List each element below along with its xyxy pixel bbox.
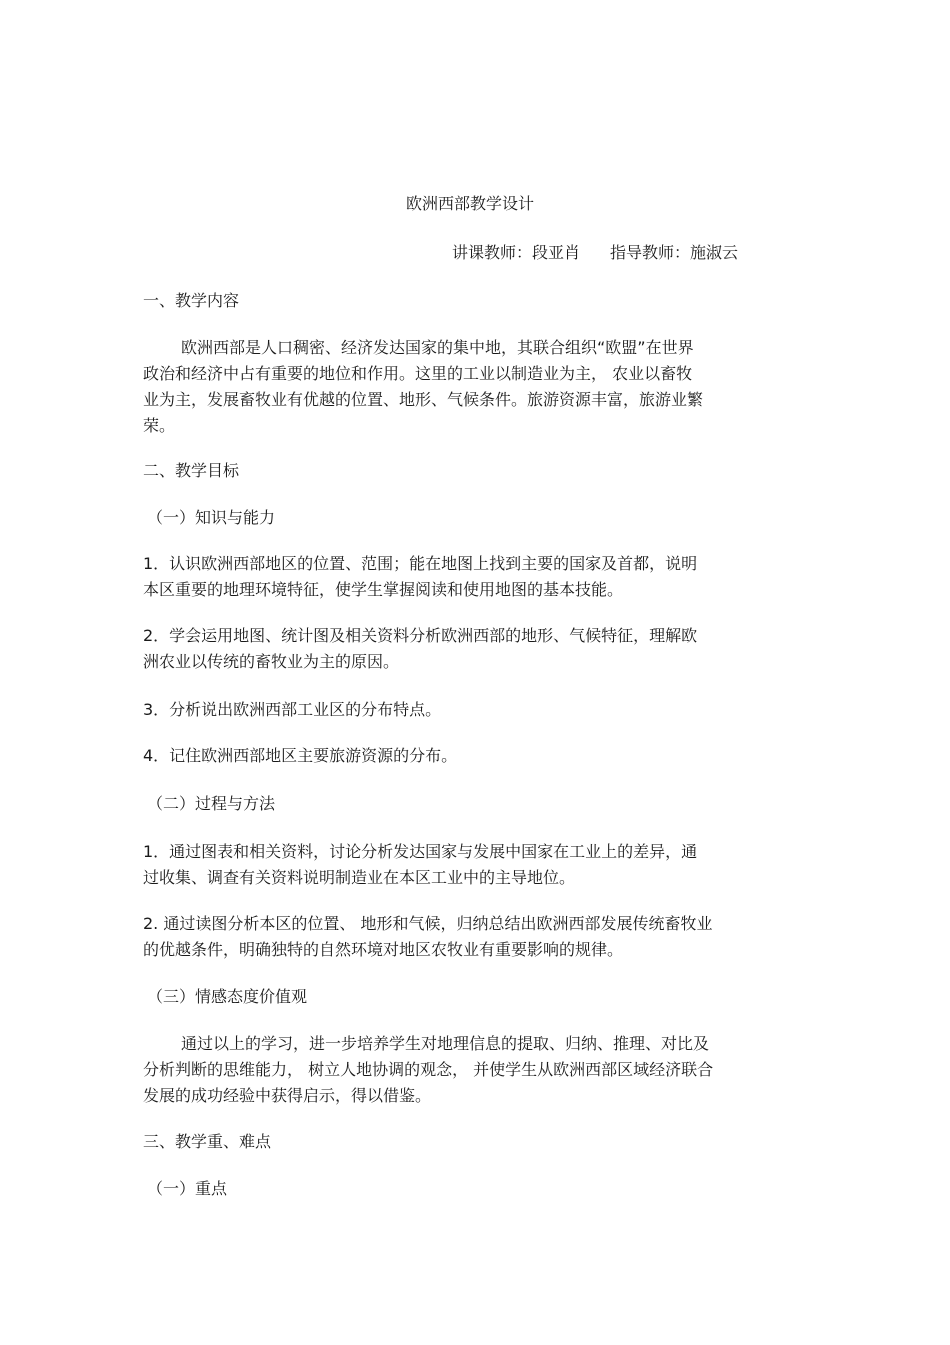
values-paragraph: 通过以上的学习，进一步培养学生对地理信息的提取、归纳、推理、对比及 分析判断的思维能力， 树立人地协调的观念， 并使学生从欧洲西部区域经济联合 发展的成功经验中获得启示，得以借鉴。 (143, 1034, 714, 1105)
document-title: 欧洲西部教学设计 (405, 194, 534, 213)
byline (452, 240, 738, 266)
subheading-process: （二）过程与方法 (147, 794, 276, 813)
section-heading-content: 一、教学内容 (143, 291, 240, 310)
list-item: 1．通过图表和相关资料，讨论分析发达国家与发展中国家在工业上的差异，通 过收集、调查有关资料说明制造业在本区工业中的主导地位。 (143, 842, 698, 887)
advisor-name: 指导教师：施淑云 (610, 243, 739, 262)
lecturer-name: 讲课教师：段亚肖 (452, 243, 581, 262)
section-heading-objectives: 二、教学目标 (143, 461, 240, 480)
list-item: 1．认识欧洲西部地区的位置、范围；能在地图上找到主要的国家及首都，说明 本区重要的地理环境特征，使学生掌握阅读和使用地图的基本技能。 (143, 554, 698, 599)
content-paragraph: 欧洲西部是人口稠密、经济发达国家的集中地，其联合组织“欧盟”在世界 政治和经济中占有重要的地位和作用。这里的工业以制造业为主， 农业以畜牧 业为主，发展畜牧业有优越的位置、地形、气候条件。旅游资源丰富，旅游业繁 荣。 (143, 338, 704, 435)
section-heading-keypoints: 三、教学重、难点 (143, 1132, 272, 1151)
list-item: 4．记住欧洲西部地区主要旅游资源的分布。 (143, 746, 458, 765)
subheading-values: （三）情感态度价值观 (147, 987, 308, 1006)
list-item: 2．学会运用地图、统计图及相关资料分析欧洲西部的地形、气候特征，理解欧 洲农业以传统的畜牧业为主的原因。 (143, 626, 698, 671)
subheading-knowledge: （一）知识与能力 (147, 508, 276, 527)
list-item: 2. 通过读图分析本区的位置、 地形和气候，归纳总结出欧洲西部发展传统畜牧业 的优越条件，明确独特的自然环境对地区农牧业有重要影响的规律。 (143, 914, 713, 959)
subheading-focus: （一）重点 (147, 1179, 228, 1198)
list-item: 3．分析说出欧洲西部工业区的分布特点。 (143, 700, 442, 719)
